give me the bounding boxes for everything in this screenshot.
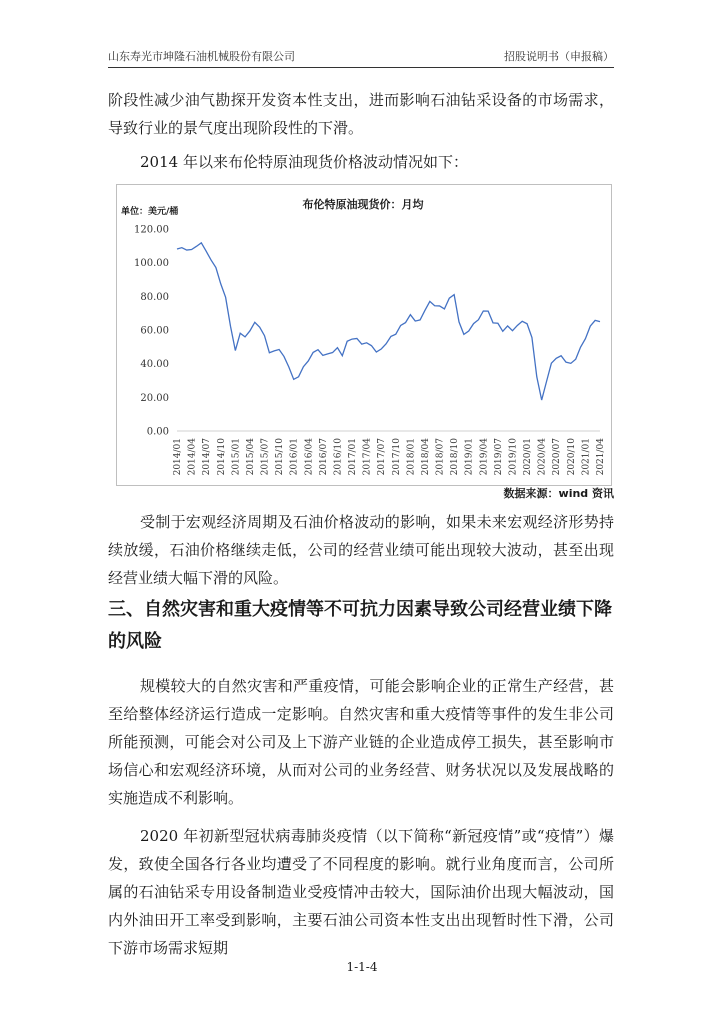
x-tick-label: 2015/07 [260, 438, 271, 476]
x-tick-label: 2018/07 [435, 438, 446, 476]
x-tick-label: 2019/01 [464, 438, 475, 476]
page-header [108, 48, 614, 68]
paragraph-4: 规模较大的自然灾害和严重疫情，可能会影响企业的正常生产经营，甚至给整体经济运行造成一定影响。自然灾害和重大疫情等事件的发生非公司所能预测，可能会对公司及上下游产业链的企业造成停工损失，甚至影响市场信心和宏观经济环境，从而对公司的业务经营、财务状况以及发展战略的实施造成不利影响。 [108, 677, 614, 807]
x-tick-label: 2016/07 [318, 438, 329, 476]
x-tick-label: 2017/04 [362, 438, 373, 476]
y-tick-label: 40.00 [140, 359, 169, 371]
y-tick-label: 0.00 [146, 426, 169, 438]
section-heading: 三、自然灾害和重大疫情等不可抗力因素导致公司经营业绩下降的风险 [108, 599, 612, 652]
x-tick-label: 2017/07 [377, 438, 388, 476]
x-tick-label: 2015/01 [231, 438, 242, 476]
x-tick-label: 2020/01 [523, 438, 534, 476]
x-tick-label: 2021/04 [596, 438, 606, 476]
x-tick-label: 2014/10 [216, 438, 227, 476]
y-tick-label: 20.00 [140, 392, 169, 404]
x-tick-label: 2015/04 [245, 438, 256, 476]
chart-title: 布伦特原油现货价：月均 [302, 198, 424, 211]
x-axis [173, 431, 606, 475]
x-tick-label: 2014/04 [187, 438, 198, 476]
x-tick-label: 2020/07 [552, 438, 563, 476]
header-company: 山东寿光市坤隆石油机械股份有限公司 [108, 50, 295, 63]
y-tick-label: 80.00 [140, 291, 169, 303]
x-tick-label: 2019/10 [508, 438, 519, 476]
series-line [177, 243, 600, 400]
x-tick-label: 2015/10 [275, 438, 286, 476]
x-tick-label: 2019/04 [479, 438, 490, 476]
y-tick-label: 100.00 [134, 258, 169, 270]
x-tick-label: 2016/01 [289, 438, 300, 476]
paragraph-3: 受制于宏观经济周期及石油价格波动的影响，如果未来宏观经济形势持续放缓，石油价格继续走低，公司的经营业绩可能出现较大波动，甚至出现经营业绩大幅下滑的风险。 [108, 513, 614, 587]
chart-unit-label: 单位：美元/桶 [121, 207, 179, 217]
data-source-note: 数据来源：wind 资讯 [503, 487, 614, 500]
page-number: 1-1-4 [346, 960, 378, 974]
x-tick-label: 2019/07 [493, 438, 504, 476]
y-tick-label: 60.00 [140, 325, 169, 337]
paragraph-5: 2020 年初新型冠状病毒肺炎疫情（以下简称“新冠疫情”或“疫情”）爆发，致使全国各行各业均遭受了不同程度的影响。就行业角度而言，公司所属的石油钻采专用设备制造业受疫情冲击较大，国际油价出现大幅波动，国内外油田开工率受到影响，主要石油公司资本性支出出现暂时性下滑，公司下游市场需求短期 [108, 827, 614, 957]
x-tick-label: 2016/10 [333, 438, 344, 476]
y-tick-label: 120.00 [134, 224, 169, 236]
x-tick-label: 2021/01 [581, 438, 592, 476]
x-tick-label: 2014/01 [173, 438, 183, 476]
x-tick-label: 2016/04 [304, 438, 315, 476]
x-tick-label: 2017/10 [391, 438, 402, 476]
x-tick-label: 2020/10 [566, 438, 577, 476]
x-tick-label: 2018/01 [406, 438, 417, 476]
header-rule [108, 67, 614, 68]
y-axis [134, 225, 169, 438]
x-tick-label: 2014/07 [202, 438, 213, 476]
header-doc-type: 招股说明书（申报稿） [504, 50, 614, 63]
x-tick-label: 2017/01 [348, 438, 359, 476]
x-tick-label: 2018/04 [420, 438, 431, 476]
x-tick-label: 2020/04 [537, 438, 548, 476]
paragraph-2: 2014 年以来布伦特原油现货价格波动情况如下： [140, 153, 468, 171]
x-tick-label: 2018/10 [450, 438, 461, 476]
chart-frame [116, 184, 612, 486]
paragraph-1: 阶段性减少油气勘探开发资本性支出，进而影响石油钻采设备的市场需求，导致行业的景气度出现阶段性的下滑。 [108, 91, 614, 137]
brent-price-chart [117, 185, 611, 485]
